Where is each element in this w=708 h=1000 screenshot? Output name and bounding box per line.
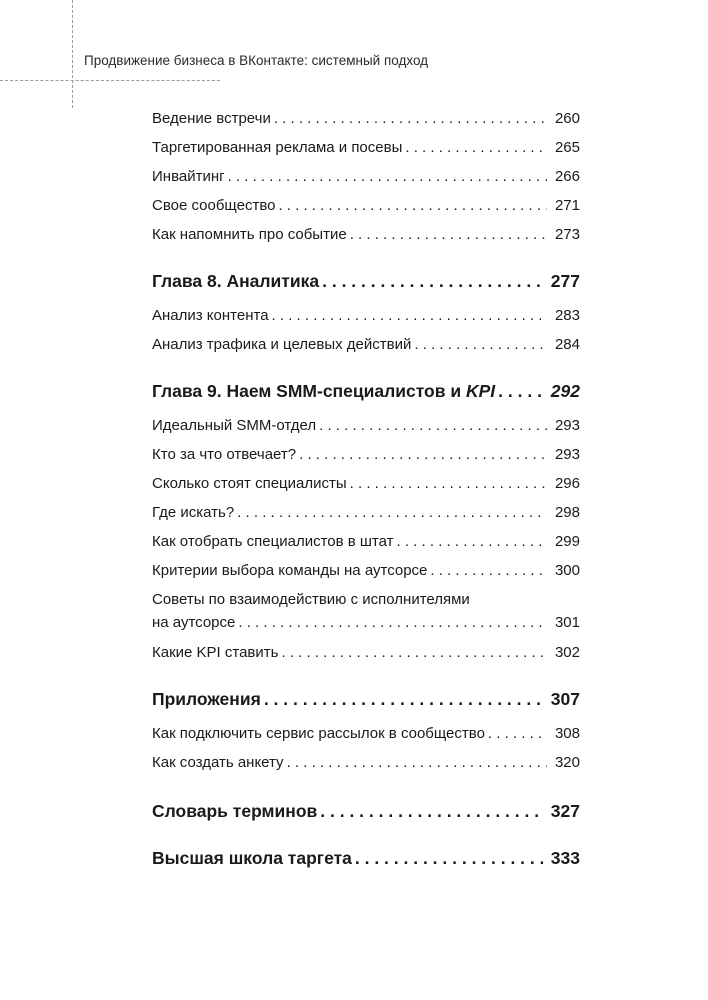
dot-leader xyxy=(322,266,543,296)
toc-entry xyxy=(152,748,580,777)
chapter-title: Высшая школа таргета xyxy=(152,848,352,868)
toc-entry-page: 301 xyxy=(554,614,580,631)
toc-entry-title: Где искать? xyxy=(152,504,235,521)
toc-entry-page: 284 xyxy=(554,336,580,353)
toc-entry-page: 293 xyxy=(554,446,580,463)
toc-entry-title-line2: на аутсорсе xyxy=(152,614,236,631)
dot-leader xyxy=(287,748,547,777)
toc-entry-line2 xyxy=(152,611,580,635)
toc-entry-page: 283 xyxy=(554,307,580,324)
dot-leader xyxy=(264,684,543,714)
toc-entry xyxy=(152,104,580,133)
toc-entry-title-line1: Советы по взаимодействию с исполнителями xyxy=(152,591,470,608)
toc-entry xyxy=(152,556,580,585)
toc-entry-page: 308 xyxy=(554,725,580,742)
running-header: Продвижение бизнеса в ВКонтакте: системный подход xyxy=(84,53,429,68)
toc-entry-page: 266 xyxy=(554,168,580,185)
chapter-page: 327 xyxy=(550,801,580,821)
toc-entry xyxy=(152,527,580,556)
toc-entry-title: Как отобрать специалистов в штат xyxy=(152,533,394,550)
toc-entry-title: Ведение встречи xyxy=(152,110,271,127)
toc-entry-page: 265 xyxy=(554,139,580,156)
toc-entry-page: 298 xyxy=(554,504,580,521)
dot-leader xyxy=(272,301,547,330)
chapter-page: 292 xyxy=(550,381,580,401)
table-of-contents xyxy=(152,104,580,873)
dot-leader xyxy=(430,556,547,585)
toc-entry-title: Как создать анкету xyxy=(152,754,284,771)
toc-entry-title: Критерии выбора команды на аутсорсе xyxy=(152,562,428,579)
dot-leader xyxy=(397,527,547,556)
toc-entry-page: 320 xyxy=(554,754,580,771)
toc-entry-page: 299 xyxy=(554,533,580,550)
toc-entry-page: 302 xyxy=(554,644,580,661)
chapter-page: 277 xyxy=(550,271,580,291)
chapter-page: 333 xyxy=(550,848,580,868)
toc-entry-title: Как напомнить про событие xyxy=(152,226,347,243)
dot-leader xyxy=(299,440,547,469)
toc-entry xyxy=(152,638,580,667)
toc-entry xyxy=(152,162,580,191)
dot-leader xyxy=(498,376,543,406)
toc-chapter-8 xyxy=(152,266,580,296)
toc-entry xyxy=(152,133,580,162)
dot-leader xyxy=(355,843,543,873)
dot-leader xyxy=(414,330,547,359)
dot-leader xyxy=(319,411,547,440)
toc-entry-title: Идеальный SMM-отдел xyxy=(152,417,317,434)
toc-entry-title: Таргетированная реклама и посевы xyxy=(152,139,403,156)
chapter-title-text: Глава 9. Наем SMM-специалистов и xyxy=(152,381,466,401)
toc-entry-title: Анализ контента xyxy=(152,307,269,324)
toc-entry xyxy=(152,191,580,220)
toc-entry-title: Как подключить сервис рассылок в сообщество xyxy=(152,725,485,742)
toc-school xyxy=(152,843,580,873)
dot-leader xyxy=(278,191,547,220)
crop-mark-vertical xyxy=(72,0,73,108)
toc-entry-multiline xyxy=(152,589,580,635)
toc-entry xyxy=(152,498,580,527)
toc-chapter-9 xyxy=(152,376,580,406)
toc-entry-page: 273 xyxy=(554,226,580,243)
dot-leader xyxy=(350,469,547,498)
toc-entry xyxy=(152,469,580,498)
toc-glossary xyxy=(152,796,580,826)
toc-entry-page: 260 xyxy=(554,110,580,127)
chapter-title: Словарь терминов xyxy=(152,801,318,821)
toc-entry-page: 296 xyxy=(554,475,580,492)
toc-entry-title: Инвайтинг xyxy=(152,168,225,185)
toc-appendix xyxy=(152,684,580,714)
dot-leader xyxy=(238,611,547,635)
chapter-page: 307 xyxy=(550,689,580,709)
crop-mark-horizontal xyxy=(0,80,220,81)
toc-entry xyxy=(152,220,580,249)
dot-leader xyxy=(320,796,543,826)
toc-entry-page: 293 xyxy=(554,417,580,434)
chapter-title: Глава 8. Аналитика xyxy=(152,271,320,291)
toc-entry-title: Кто за что отвечает? xyxy=(152,446,297,463)
toc-entry xyxy=(152,719,580,748)
toc-entry xyxy=(152,330,580,359)
dot-leader xyxy=(237,498,547,527)
dot-leader xyxy=(274,104,547,133)
dot-leader xyxy=(488,719,547,748)
toc-entry-title: Какие KPI ставить xyxy=(152,644,279,661)
toc-entry-page: 271 xyxy=(554,197,580,214)
toc-entry xyxy=(152,411,580,440)
chapter-title: Приложения xyxy=(152,689,261,709)
toc-entry-title: Свое сообщество xyxy=(152,197,276,214)
toc-entry-title: Сколько стоят специалисты xyxy=(152,475,347,492)
chapter-title-kpi: KPI xyxy=(465,381,496,401)
dot-leader xyxy=(405,133,547,162)
toc-entry xyxy=(152,440,580,469)
dot-leader xyxy=(350,220,547,249)
chapter-title xyxy=(152,376,495,406)
toc-entry-page: 300 xyxy=(554,562,580,579)
toc-entry xyxy=(152,301,580,330)
dot-leader xyxy=(281,638,547,667)
dot-leader xyxy=(228,162,547,191)
toc-entry-title: Анализ трафика и целевых действий xyxy=(152,336,412,353)
